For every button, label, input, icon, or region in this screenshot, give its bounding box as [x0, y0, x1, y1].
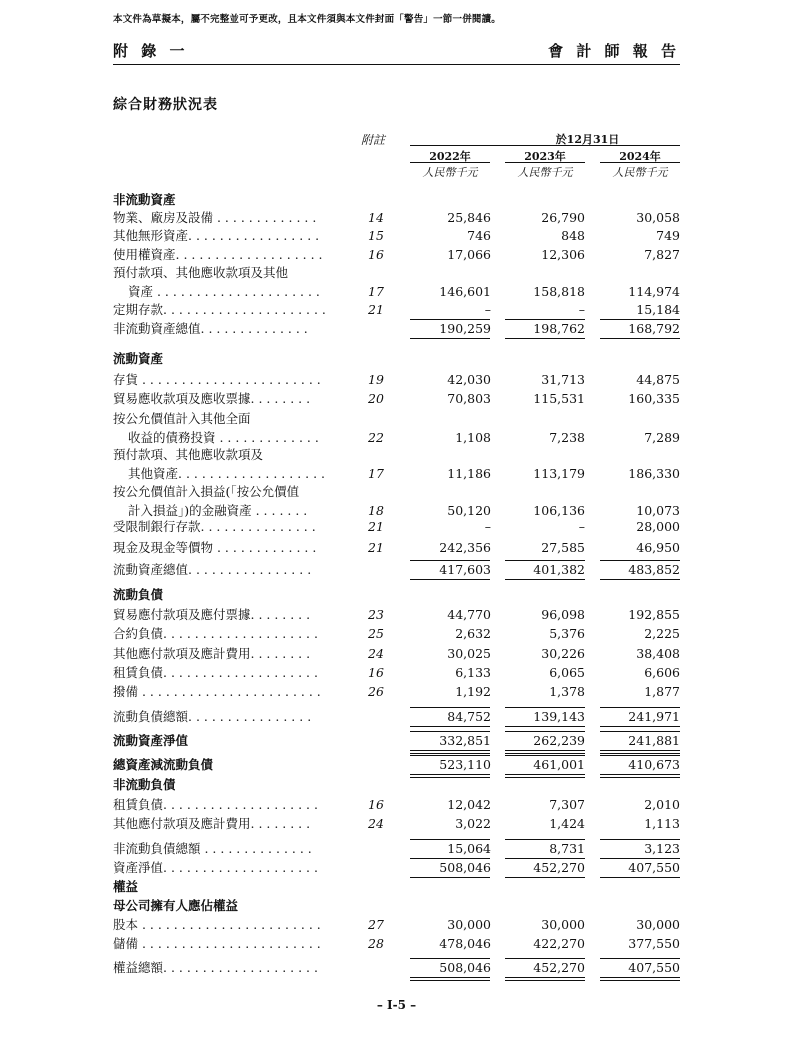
- page-number: – I-5 –: [376, 998, 417, 1012]
- value-cell: 1,192: [455, 684, 491, 699]
- total-rule-bottom: [505, 338, 585, 339]
- row-label: 其他應付款項及應計費用. . . . . . . .: [113, 646, 311, 661]
- total-rule-top: [505, 319, 585, 320]
- note-ref: 14: [368, 210, 384, 225]
- value-cell: –: [484, 302, 491, 317]
- value-cell: 452,270: [533, 960, 585, 975]
- row-label: 股本 . . . . . . . . . . . . . . . . . . . . . . .: [113, 917, 321, 932]
- value-cell: 746: [467, 228, 491, 243]
- total-rule-bottom: [505, 579, 585, 580]
- section-heading: 權益: [113, 879, 139, 894]
- total-rule-bottom: [410, 977, 490, 978]
- row-label: 權益總額. . . . . . . . . . . . . . . . . . . .: [113, 960, 318, 975]
- row-label: 流動資產總值. . . . . . . . . . . . . . . .: [113, 562, 312, 577]
- total-rule-bottom: [505, 774, 585, 775]
- value-cell: 848: [561, 228, 585, 243]
- value-cell: 168,792: [628, 321, 680, 336]
- note-ref: 21: [368, 302, 384, 317]
- total-rule-bottom: [410, 858, 490, 859]
- value-cell: 84,752: [447, 709, 491, 724]
- total-rule-top: [410, 319, 490, 320]
- section-heading: 流動資產: [113, 351, 164, 366]
- row-label: 其他應付款項及應計費用. . . . . . . .: [113, 816, 311, 831]
- row-label: 存貨 . . . . . . . . . . . . . . . . . . . . . . .: [113, 372, 321, 387]
- total-rule-bottom: [505, 750, 585, 751]
- value-cell: 11,186: [447, 466, 491, 481]
- value-cell: 1,378: [549, 684, 585, 699]
- total-rule-top: [600, 958, 680, 959]
- value-cell: –: [578, 519, 585, 534]
- value-cell: 8,731: [549, 841, 585, 856]
- total-rule-bottom: [600, 774, 680, 775]
- note-ref: 17: [368, 466, 384, 481]
- total-rule-bottom: [600, 858, 680, 859]
- value-cell: 241,971: [628, 709, 680, 724]
- value-cell: 190,259: [439, 321, 491, 336]
- value-cell: 508,046: [439, 960, 491, 975]
- value-cell: 198,762: [533, 321, 585, 336]
- value-cell: 401,382: [533, 562, 585, 577]
- note-ref: 19: [368, 372, 384, 387]
- section-heading: 非流動資產: [113, 192, 176, 207]
- value-cell: –: [484, 519, 491, 534]
- total-rule-top: [410, 560, 490, 561]
- total-rule-double: [410, 980, 490, 981]
- value-cell: 15,064: [447, 841, 491, 856]
- row-label: 現金及現金等價物 . . . . . . . . . . . . .: [113, 540, 317, 555]
- total-rule-top: [410, 958, 490, 959]
- total-rule-double: [410, 777, 490, 778]
- value-cell: 410,673: [628, 757, 680, 772]
- value-cell: 6,065: [549, 665, 585, 680]
- total-rule-top: [600, 707, 680, 708]
- value-cell: 30,000: [541, 917, 585, 932]
- value-cell: 2,632: [455, 626, 491, 641]
- value-cell: –: [578, 302, 585, 317]
- value-cell: 31,713: [541, 372, 585, 387]
- row-label: 貿易應收款項及應收票據. . . . . . . .: [113, 391, 311, 406]
- value-cell: 6,606: [644, 665, 680, 680]
- year-header-2024: 2024年: [619, 150, 661, 163]
- total-rule-bottom: [600, 579, 680, 580]
- report-label: 會 計 師 報 告: [548, 42, 680, 60]
- value-cell: 10,073: [636, 503, 680, 518]
- value-cell: 17,066: [447, 247, 491, 262]
- value-cell: 115,531: [533, 391, 585, 406]
- value-cell: 12,042: [447, 797, 491, 812]
- total-rule-bottom: [410, 338, 490, 339]
- value-cell: 114,974: [628, 284, 680, 299]
- total-rule-bottom: [505, 858, 585, 859]
- value-cell: 7,238: [549, 430, 585, 445]
- unit-2022: 人民幣千元: [422, 166, 478, 179]
- value-cell: 5,376: [549, 626, 585, 641]
- row-label: 非流動資產總值. . . . . . . . . . . . . .: [113, 321, 308, 336]
- row-label: 總資產減流動負債: [113, 757, 214, 772]
- row-label: 合約負債. . . . . . . . . . . . . . . . . . . .: [113, 626, 318, 641]
- total-rule-bottom: [600, 338, 680, 339]
- note-ref: 22: [368, 430, 384, 445]
- row-label-line1: 按公允價值計入損益(「按公允價值: [113, 484, 300, 499]
- value-cell: 7,289: [644, 430, 680, 445]
- total-rule-top: [600, 560, 680, 561]
- note-ref: 16: [368, 797, 384, 812]
- year-rule-2022: [410, 162, 490, 163]
- value-cell: 15,184: [636, 302, 680, 317]
- row-label: 儲備 . . . . . . . . . . . . . . . . . . . . . . .: [113, 936, 321, 951]
- period-header: 於12月31日: [555, 133, 620, 146]
- page-header: [113, 40, 680, 65]
- value-cell: 30,000: [447, 917, 491, 932]
- value-cell: 523,110: [439, 757, 491, 772]
- section-heading: 母公司擁有人應佔權益: [113, 898, 239, 913]
- period-rule: [410, 145, 680, 146]
- total-rule-bottom: [410, 579, 490, 580]
- note-ref: 23: [368, 607, 384, 622]
- note-ref: 26: [368, 684, 384, 699]
- note-ref: 24: [368, 816, 384, 831]
- value-cell: 30,000: [636, 917, 680, 932]
- total-rule-double: [600, 980, 680, 981]
- row-label: 物業、廠房及設備 . . . . . . . . . . . . .: [113, 210, 317, 225]
- total-rule-bottom: [410, 877, 490, 878]
- row-label-line2: 收益的債務投資 . . . . . . . . . . . . .: [128, 430, 319, 445]
- value-cell: 2,010: [644, 797, 680, 812]
- row-label: 非流動負債總額 . . . . . . . . . . . . . .: [113, 841, 312, 856]
- total-rule-top: [505, 731, 585, 732]
- value-cell: 262,239: [533, 733, 585, 748]
- value-cell: 146,601: [439, 284, 491, 299]
- row-label-line1: 預付款項、其他應收款項及其他: [113, 265, 289, 280]
- note-ref: 24: [368, 646, 384, 661]
- value-cell: 12,306: [541, 247, 585, 262]
- year-rule-2023: [505, 162, 585, 163]
- total-rule-double: [505, 777, 585, 778]
- value-cell: 28,000: [636, 519, 680, 534]
- total-rule-top: [410, 755, 490, 756]
- total-rule-top: [505, 707, 585, 708]
- value-cell: 27,585: [541, 540, 585, 555]
- row-label-line2: 其他資產. . . . . . . . . . . . . . . . . . .: [128, 466, 326, 481]
- note-ref: 21: [368, 540, 384, 555]
- value-cell: 6,133: [455, 665, 491, 680]
- total-rule-bottom: [505, 877, 585, 878]
- row-label-line1: 按公允價值計入其他全面: [113, 411, 251, 426]
- value-cell: 3,123: [644, 841, 680, 856]
- value-cell: 1,877: [644, 684, 680, 699]
- total-rule-top: [600, 839, 680, 840]
- value-cell: 139,143: [533, 709, 585, 724]
- year-header-2022: 2022年: [429, 150, 471, 163]
- total-rule-bottom: [410, 750, 490, 751]
- value-cell: 3,022: [455, 816, 491, 831]
- value-cell: 42,030: [447, 372, 491, 387]
- total-rule-double: [505, 980, 585, 981]
- total-rule-double: [600, 753, 680, 754]
- value-cell: 186,330: [628, 466, 680, 481]
- row-label: 貿易應付款項及應付票據. . . . . . . .: [113, 607, 311, 622]
- row-label-line2: 計入損益」)的金融資產 . . . . . . .: [128, 503, 308, 518]
- total-rule-top: [600, 319, 680, 320]
- draft-notice: 本文件為草擬本，屬不完整並可予更改，且本文件須與本文件封面「警告」一節一併閱讀。: [113, 14, 502, 25]
- value-cell: 25,846: [447, 210, 491, 225]
- note-ref: 18: [368, 503, 384, 518]
- value-cell: 7,827: [644, 247, 680, 262]
- total-rule-bottom: [505, 726, 585, 727]
- total-rule-bottom: [600, 726, 680, 727]
- value-cell: 407,550: [628, 860, 680, 875]
- value-cell: 377,550: [628, 936, 680, 951]
- total-rule-top: [410, 707, 490, 708]
- value-cell: 44,770: [447, 607, 491, 622]
- row-label: 租賃負債. . . . . . . . . . . . . . . . . . . .: [113, 665, 318, 680]
- value-cell: 192,855: [628, 607, 680, 622]
- note-ref: 16: [368, 665, 384, 680]
- row-label: 其他無形資產. . . . . . . . . . . . . . . . .: [113, 228, 320, 243]
- year-rule-2024: [600, 162, 680, 163]
- value-cell: 30,058: [636, 210, 680, 225]
- value-cell: 26,790: [541, 210, 585, 225]
- total-rule-top: [505, 839, 585, 840]
- section-heading: 流動負債: [113, 587, 164, 602]
- total-rule-bottom: [410, 726, 490, 727]
- total-rule-bottom: [600, 750, 680, 751]
- total-rule-double: [600, 777, 680, 778]
- total-rule-top: [600, 731, 680, 732]
- row-label: 流動資產淨值: [113, 733, 189, 748]
- value-cell: 70,803: [447, 391, 491, 406]
- value-cell: 241,881: [628, 733, 680, 748]
- row-label: 資產淨值. . . . . . . . . . . . . . . . . . . .: [113, 860, 318, 875]
- value-cell: 106,136: [533, 503, 585, 518]
- row-label-line1: 預付款項、其他應收款項及: [113, 447, 264, 462]
- total-rule-bottom: [600, 877, 680, 878]
- value-cell: 749: [656, 228, 680, 243]
- note-ref: 17: [368, 284, 384, 299]
- total-rule-top: [410, 839, 490, 840]
- total-rule-bottom: [505, 977, 585, 978]
- value-cell: 508,046: [439, 860, 491, 875]
- unit-2023: 人民幣千元: [517, 166, 573, 179]
- row-label: 流動負債總額. . . . . . . . . . . . . . . .: [113, 709, 312, 724]
- total-rule-top: [505, 958, 585, 959]
- note-ref: 27: [368, 917, 384, 932]
- value-cell: 417,603: [439, 562, 491, 577]
- section-heading: 非流動負債: [113, 777, 176, 792]
- value-cell: 483,852: [628, 562, 680, 577]
- value-cell: 113,179: [533, 466, 585, 481]
- note-ref: 15: [368, 228, 384, 243]
- value-cell: 96,098: [541, 607, 585, 622]
- value-cell: 461,001: [533, 757, 585, 772]
- note-ref: 21: [368, 519, 384, 534]
- value-cell: 332,851: [439, 733, 491, 748]
- value-cell: 30,226: [541, 646, 585, 661]
- value-cell: 44,875: [636, 372, 680, 387]
- value-cell: 242,356: [439, 540, 491, 555]
- row-label: 受限制銀行存款. . . . . . . . . . . . . . .: [113, 519, 316, 534]
- value-cell: 1,113: [644, 816, 680, 831]
- row-label-line2: 資產 . . . . . . . . . . . . . . . . . . . . .: [128, 284, 320, 299]
- value-cell: 407,550: [628, 960, 680, 975]
- total-rule-top: [600, 755, 680, 756]
- total-rule-top: [505, 560, 585, 561]
- value-cell: 478,046: [439, 936, 491, 951]
- value-cell: 30,025: [447, 646, 491, 661]
- total-rule-double: [505, 753, 585, 754]
- value-cell: 7,307: [549, 797, 585, 812]
- note-ref: 16: [368, 247, 384, 262]
- note-column-header: 附註: [361, 133, 386, 147]
- value-cell: 158,818: [533, 284, 585, 299]
- total-rule-top: [410, 731, 490, 732]
- note-ref: 25: [368, 626, 384, 641]
- row-label: 租賃負債. . . . . . . . . . . . . . . . . . . .: [113, 797, 318, 812]
- total-rule-top: [505, 755, 585, 756]
- value-cell: 46,950: [636, 540, 680, 555]
- value-cell: 1,108: [455, 430, 491, 445]
- year-header-2023: 2023年: [524, 150, 566, 163]
- total-rule-bottom: [410, 774, 490, 775]
- note-ref: 20: [368, 391, 384, 406]
- total-rule-bottom: [600, 977, 680, 978]
- page-title: 綜合財務狀況表: [113, 97, 218, 113]
- appendix-label: 附 錄 一: [113, 42, 189, 60]
- row-label: 使用權資產. . . . . . . . . . . . . . . . . . .: [113, 247, 323, 262]
- value-cell: 422,270: [533, 936, 585, 951]
- value-cell: 38,408: [636, 646, 680, 661]
- unit-2024: 人民幣千元: [612, 166, 668, 179]
- value-cell: 2,225: [644, 626, 680, 641]
- value-cell: 50,120: [447, 503, 491, 518]
- value-cell: 452,270: [533, 860, 585, 875]
- total-rule-double: [410, 753, 490, 754]
- value-cell: 1,424: [549, 816, 585, 831]
- row-label: 定期存款. . . . . . . . . . . . . . . . . . . . .: [113, 302, 326, 317]
- value-cell: 160,335: [628, 391, 680, 406]
- note-ref: 28: [368, 936, 384, 951]
- row-label: 撥備 . . . . . . . . . . . . . . . . . . . . . . .: [113, 684, 321, 699]
